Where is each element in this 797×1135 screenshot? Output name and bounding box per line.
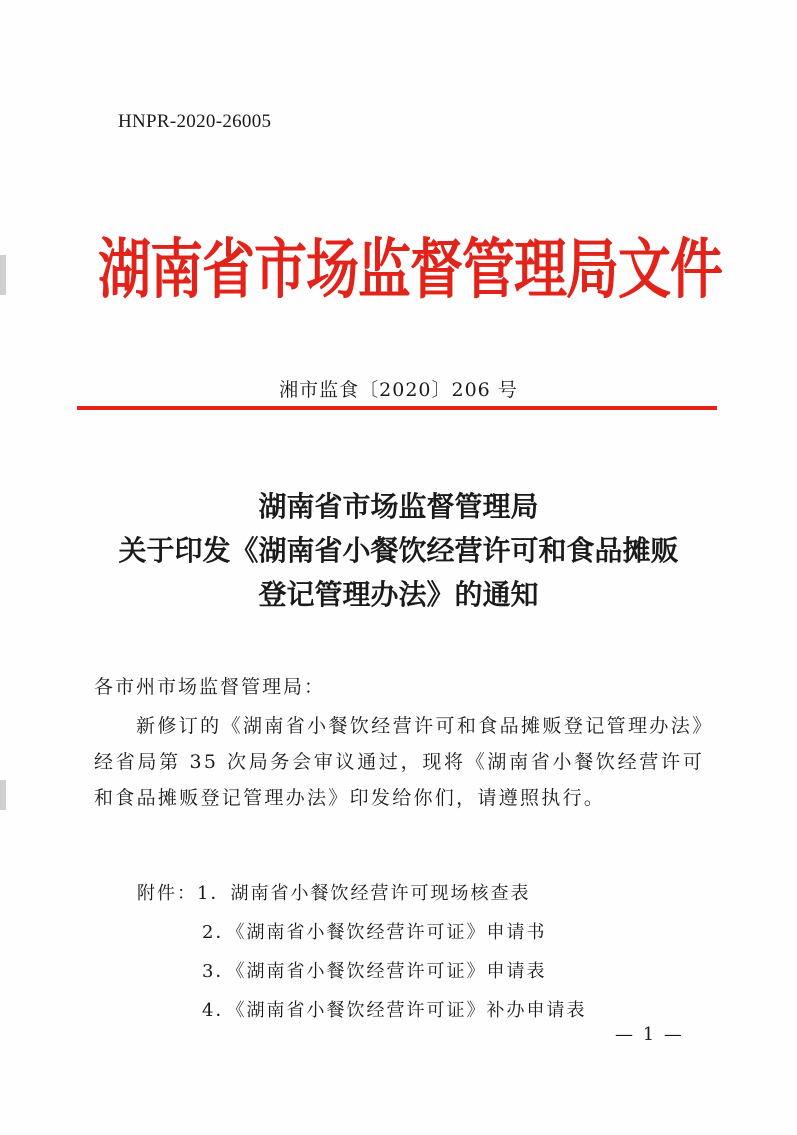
title-line-2: 关于印发《湖南省小餐饮经营许可和食品摊贩 bbox=[118, 534, 679, 567]
title-line-1: 湖南省市场监督管理局 bbox=[258, 490, 539, 523]
attachment-item-text: 1．湖南省小餐饮经营许可现场核查表 bbox=[197, 883, 531, 904]
attachments-list bbox=[137, 874, 586, 1030]
document-code: HNPR-2020-26005 bbox=[118, 111, 272, 132]
page-number: — 1 — bbox=[615, 1024, 684, 1045]
notice-title bbox=[0, 485, 797, 617]
body-paragraph: 新修订的《湖南省小餐饮经营许可和食品摊贩登记管理办法》经省局第 35 次局务会审议通过，现将《湖南省小餐饮经营许可和食品摊贩登记管理办法》印发给你们，请遵照执行。 bbox=[94, 715, 704, 809]
attachment-item bbox=[137, 874, 586, 913]
title-line-3: 登记管理办法》的通知 bbox=[258, 578, 539, 611]
masthead-title: 湖南省市场监督管理局文件 bbox=[98, 232, 722, 308]
attachments-label: 附件： bbox=[137, 883, 197, 904]
salutation: 各市州市场监督管理局： bbox=[94, 676, 326, 698]
red-divider-line bbox=[77, 406, 717, 410]
scan-edge-mark bbox=[0, 255, 6, 295]
attachment-item: 3．《湖南省小餐饮经营许可证》申请表 bbox=[202, 961, 547, 982]
attachment-item: 4．《湖南省小餐饮经营许可证》补办申请表 bbox=[202, 1000, 587, 1021]
attachment-item: 2．《湖南省小餐饮经营许可证》申请书 bbox=[202, 922, 547, 943]
scan-edge-mark bbox=[0, 780, 6, 810]
document-number: 湘市监食〔2020〕206 号 bbox=[279, 379, 518, 401]
